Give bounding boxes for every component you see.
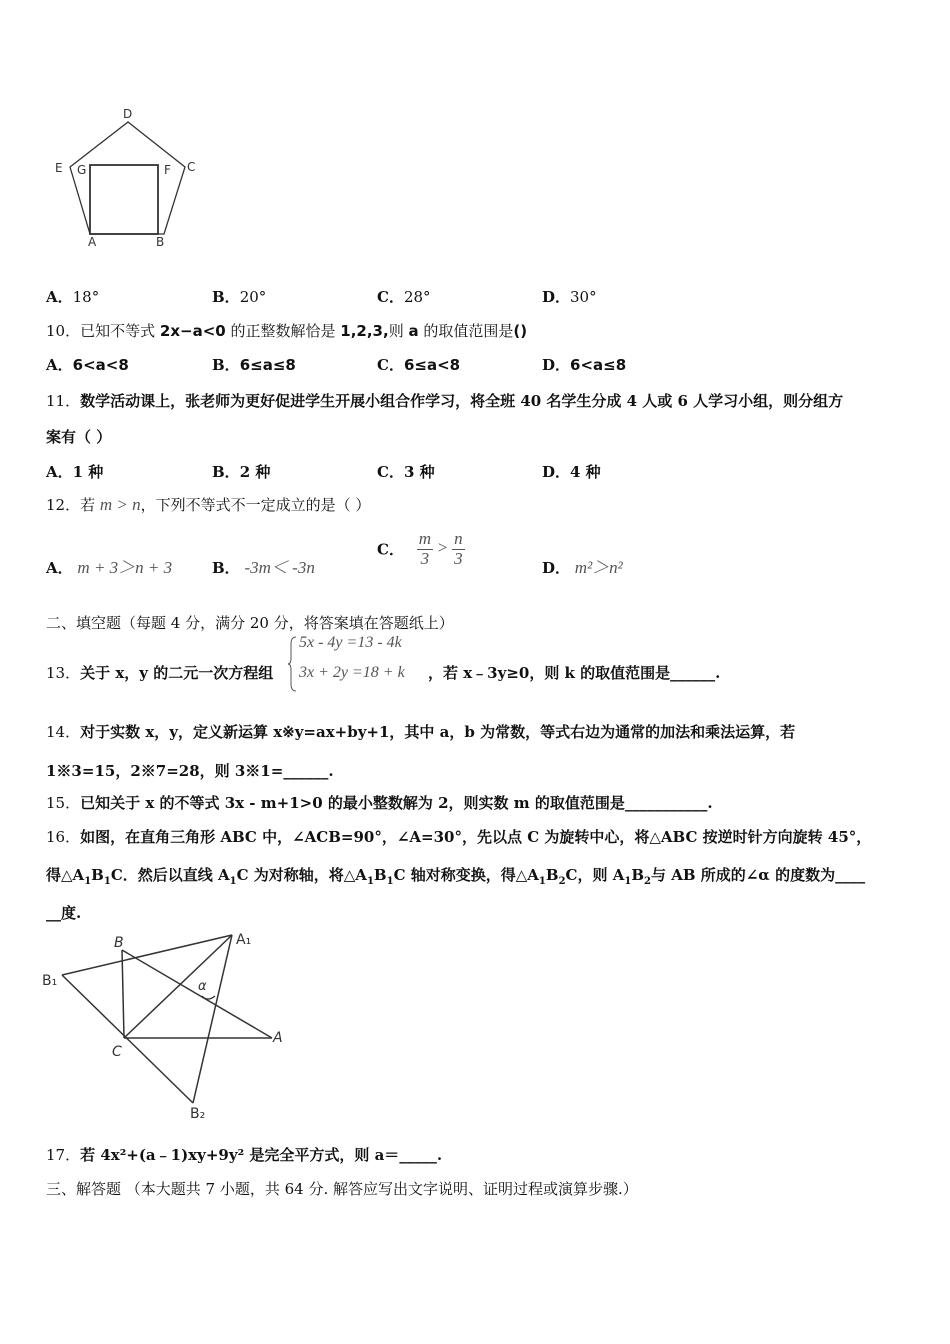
label-B: B bbox=[114, 935, 124, 951]
q17-stem: 17．若 4x²+(a﹣1)xy+9y² 是完全平方式，则 a＝_____. bbox=[46, 1146, 443, 1164]
q14-line2: 1※3=15，2※7=28，则 3※1=______. bbox=[46, 762, 334, 780]
q16-line2: 得$\triangle A_1B_1C$．然后以直线 $A_1C$ 为对称轴，将$\triangle A_1B_1C$ 轴对称变换，得$\triangle A_1B_2C$，则 $A_1B_2$与 AB 所成的∠α 的度数为____ bbox=[46, 866, 866, 887]
label-C: C bbox=[112, 1044, 122, 1060]
q10-option-d: D．6<a≤8 bbox=[542, 356, 627, 374]
q11-option-b: B．2 种 bbox=[212, 463, 271, 481]
q11-stem-line1: 11．数学活动课上，张老师为更好促进学生开展小组合作学习，将全班 40 名学生分成 4 人或 6 人学习小组，则分组方 bbox=[46, 392, 844, 410]
section2-title: 二、填空题（每题 4 分，满分 20 分，将答案填在答题纸上） bbox=[46, 614, 454, 632]
q11-option-a: A．1 种 bbox=[46, 463, 104, 481]
label-F: F bbox=[164, 163, 171, 177]
label-A1: A₁ bbox=[236, 932, 252, 948]
label-G: G bbox=[77, 163, 87, 177]
segment-B1-B2 bbox=[62, 975, 193, 1103]
q13-eq2: 3x + 2y =18 + k bbox=[299, 664, 405, 681]
segment-B-C bbox=[122, 950, 124, 1038]
q10-option-a: A．6<a<8 bbox=[46, 356, 129, 374]
label-A: A bbox=[88, 235, 97, 249]
label-B1: B₁ bbox=[42, 973, 58, 989]
q12-option-c: C． $\frac{m}{3}$ > $\frac{n}{3}$ bbox=[377, 529, 463, 568]
q12-option-b: B． -3m＜ -3n bbox=[212, 558, 315, 577]
rotated-triangles-figure bbox=[40, 928, 290, 1123]
q12-stem: 12．若 m > n，下列不等式不一定成立的是（ ） bbox=[46, 495, 371, 514]
q10-option-b: B．6≤a≤8 bbox=[212, 356, 296, 374]
label-alpha: α bbox=[198, 979, 207, 994]
q12-option-a: A． m + 3＞n + 3 bbox=[46, 558, 173, 577]
q16-line1: 16．如图，在直角三角形 ABC 中，∠ACB=90°，∠A=30°，先以点 C 为旋转中心，将△ABC 按逆时针方向旋转 45°， bbox=[46, 828, 872, 846]
q15-stem: 15．已知关于 x 的不等式 3x - m+1>0 的最小整数解为 2，则实数 m 的取值范围是___________. bbox=[46, 794, 713, 812]
q14-line1: 14．对于实数 x，y，定义新运算 x※y=ax+by+1，其中 a，b 为常数，等式右边为通常的加法和乘法运算，若 bbox=[46, 723, 796, 741]
label-E: E bbox=[55, 161, 63, 175]
pentagon-shape bbox=[70, 122, 185, 234]
q9-option-b: B．20° bbox=[212, 288, 267, 306]
label-B2: B₂ bbox=[190, 1106, 206, 1122]
segment-C-A1 bbox=[124, 935, 232, 1038]
segment-B-A bbox=[122, 950, 272, 1038]
q12-condition: m > n bbox=[99, 495, 141, 514]
pentagon-square-figure bbox=[50, 102, 210, 252]
section3-title: 三、解答题 （本大题共 7 小题，共 64 分. 解答应写出文字说明、证明过程或演算步骤.） bbox=[46, 1180, 638, 1198]
label-B: B bbox=[156, 235, 165, 249]
q9-option-a: A．18° bbox=[46, 288, 100, 306]
segment-B1-A1 bbox=[62, 935, 232, 975]
label-C: C bbox=[187, 160, 196, 174]
q11-option-c: C．3 种 bbox=[377, 463, 435, 481]
q10-option-c: C．6≤a<8 bbox=[377, 356, 461, 374]
label-A: A bbox=[273, 1030, 283, 1046]
q9-option-c: C．28° bbox=[377, 288, 431, 306]
q13-eq1: 5x - 4y =13 - 4k bbox=[299, 634, 402, 651]
q9-option-d: D．30° bbox=[542, 288, 597, 306]
q11-stem-line2: 案有（ ） bbox=[46, 428, 112, 446]
q13-condition-text: ，若 x﹣3y≥0，则 k 的取值范围是______. bbox=[428, 664, 721, 682]
q10-stem: 10．已知不等式 2x−a<0 的正整数解恰是 1,2,3,则 a 的取值范围是() bbox=[46, 322, 528, 340]
inner-square bbox=[90, 165, 158, 234]
q13-number-text: 13．关于 x，y 的二元一次方程组 bbox=[46, 664, 274, 682]
brace-icon bbox=[287, 636, 297, 692]
q16-line3: __度. bbox=[46, 904, 82, 922]
label-D: D bbox=[123, 107, 133, 121]
q12-option-d: D． m²＞n² bbox=[542, 558, 623, 577]
segment-A1-B2 bbox=[193, 935, 232, 1103]
q11-option-d: D．4 种 bbox=[542, 463, 601, 481]
